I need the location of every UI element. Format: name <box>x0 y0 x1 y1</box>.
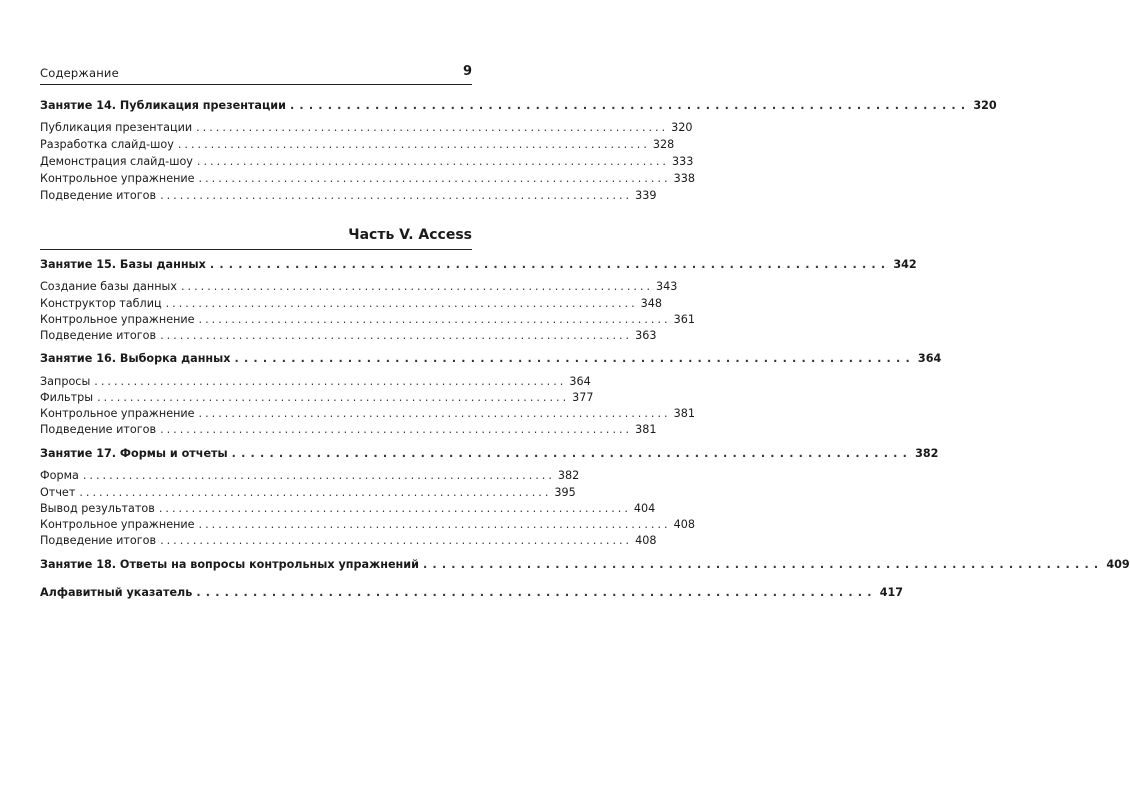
toc-lesson-17[interactable] <box>40 447 939 463</box>
toc-lesson-15[interactable] <box>40 258 917 274</box>
toc-topic[interactable] <box>40 486 576 502</box>
part-rule <box>40 249 472 250</box>
dot-leader: ........................................................................ <box>289 99 971 112</box>
dot-leader: ........................................................................ <box>209 258 891 271</box>
toc-page-number: 364 <box>917 352 942 365</box>
toc-label: Конструктор таблиц <box>40 297 162 310</box>
toc-label: Контрольное упражнение <box>40 172 195 185</box>
running-title: Содержание <box>40 66 119 80</box>
dot-leader: ........................................................................ <box>198 313 671 326</box>
dot-leader: ........................................................................ <box>177 138 650 151</box>
running-head <box>40 64 472 82</box>
dot-leader: ........................................................................ <box>198 172 671 185</box>
toc-topic[interactable] <box>40 502 656 518</box>
dot-leader: ........................................................................ <box>94 375 567 388</box>
toc-page-number: 364 <box>569 375 591 388</box>
toc-page-number: 381 <box>635 423 657 436</box>
toc-topic[interactable] <box>40 329 657 345</box>
toc-label: Контрольное упражнение <box>40 407 195 420</box>
toc-label: Контрольное упражнение <box>40 313 195 326</box>
dot-leader: ........................................................................ <box>79 486 552 499</box>
dot-leader: ........................................................................ <box>196 586 877 599</box>
toc-label: Занятие 18. Ответы на вопросы контрольных упражнений <box>40 558 419 571</box>
toc-label: Форма <box>40 469 79 482</box>
toc-page-number: 320 <box>973 99 997 112</box>
toc-page-number: 404 <box>633 502 656 515</box>
toc-topic[interactable] <box>40 313 695 329</box>
toc-lesson-14[interactable] <box>40 99 997 115</box>
dot-leader: ........................................................................ <box>198 518 671 531</box>
toc-page-number: 382 <box>557 469 580 482</box>
toc-label: Занятие 14. Публикация презентации <box>40 99 286 112</box>
toc-label: Публикация презентации <box>40 121 193 134</box>
toc-page-number: 333 <box>671 155 694 168</box>
toc-label: Разработка слайд-шоу <box>40 138 174 151</box>
toc-label: Занятие 17. Формы и отчеты <box>40 447 228 460</box>
toc-page <box>40 0 1130 800</box>
toc-label: Отчет <box>40 486 76 499</box>
toc-label: Занятие 16. Выборка данных <box>40 352 231 365</box>
toc-page-number: 382 <box>915 447 939 460</box>
toc-label: Алфавитный указатель <box>40 586 193 599</box>
toc-page-number: 409 <box>1106 558 1130 571</box>
toc-page-number: 342 <box>893 258 917 271</box>
dot-leader: ........................................................................ <box>165 297 638 310</box>
toc-lesson-16[interactable] <box>40 352 942 368</box>
dot-leader: ........................................................................ <box>196 155 669 168</box>
header-rule <box>40 84 472 85</box>
toc-topic[interactable] <box>40 121 693 137</box>
toc-topic[interactable] <box>40 469 580 485</box>
toc-page-number: 381 <box>673 407 695 420</box>
toc-label: Контрольное упражнение <box>40 518 195 531</box>
dot-leader: ........................................................................ <box>231 447 913 460</box>
toc-topic[interactable] <box>40 172 695 188</box>
toc-topic[interactable] <box>40 297 662 313</box>
part-heading[interactable]: Часть V. Access <box>348 227 472 243</box>
dot-leader: ........................................................................ <box>160 534 633 547</box>
toc-topic[interactable] <box>40 280 678 296</box>
dot-leader: ........................................................................ <box>97 391 570 404</box>
toc-label: Подведение итогов <box>40 534 157 547</box>
dot-leader: ........................................................................ <box>160 329 633 342</box>
toc-page-number: 361 <box>673 313 695 326</box>
toc-page-number: 408 <box>635 534 657 547</box>
toc-page-number: 320 <box>671 121 693 134</box>
dot-leader: ........................................................................ <box>158 502 631 515</box>
dot-leader: ........................................................................ <box>82 469 555 482</box>
toc-page-number: 343 <box>656 280 678 293</box>
toc-topic[interactable] <box>40 391 594 407</box>
page-number: 9 <box>462 64 472 79</box>
toc-page-number: 408 <box>673 518 695 531</box>
toc-page-number: 377 <box>572 391 594 404</box>
toc-label: Вывод результатов <box>40 502 155 515</box>
toc-label: Подведение итогов <box>40 329 157 342</box>
dot-leader: ........................................................................ <box>160 423 633 436</box>
toc-label: Подведение итогов <box>40 423 157 436</box>
toc-topic[interactable] <box>40 534 657 550</box>
toc-topic[interactable] <box>40 155 694 171</box>
toc-label: Занятие 15. Базы данных <box>40 258 206 271</box>
toc-label: Демонстрация слайд-шоу <box>40 155 193 168</box>
toc-topic[interactable] <box>40 189 657 205</box>
toc-topic[interactable] <box>40 423 657 439</box>
dot-leader: ........................................................................ <box>196 121 669 134</box>
toc-page-number: 395 <box>554 486 576 499</box>
toc-lesson-18[interactable] <box>40 558 1130 574</box>
toc-page-number: 328 <box>652 138 675 151</box>
dot-leader: ........................................................................ <box>198 407 671 420</box>
toc-page-number: 363 <box>635 329 657 342</box>
dot-leader: ........................................................................ <box>160 189 633 202</box>
toc-topic[interactable] <box>40 407 695 423</box>
toc-topic[interactable] <box>40 518 695 534</box>
toc-label: Фильтры <box>40 391 94 404</box>
dot-leader: ........................................................................ <box>234 352 915 365</box>
toc-index[interactable] <box>40 586 904 602</box>
toc-page-number: 348 <box>640 297 662 310</box>
dot-leader: ........................................................................ <box>181 280 654 293</box>
toc-page-number: 339 <box>635 189 657 202</box>
toc-label: Запросы <box>40 375 91 388</box>
toc-topic[interactable] <box>40 138 675 154</box>
toc-page-number: 417 <box>879 586 904 599</box>
toc-topic[interactable] <box>40 375 591 391</box>
toc-label: Создание базы данных <box>40 280 177 293</box>
dot-leader: ........................................................................ <box>422 558 1104 571</box>
toc-label: Подведение итогов <box>40 189 157 202</box>
toc-page-number: 338 <box>673 172 695 185</box>
